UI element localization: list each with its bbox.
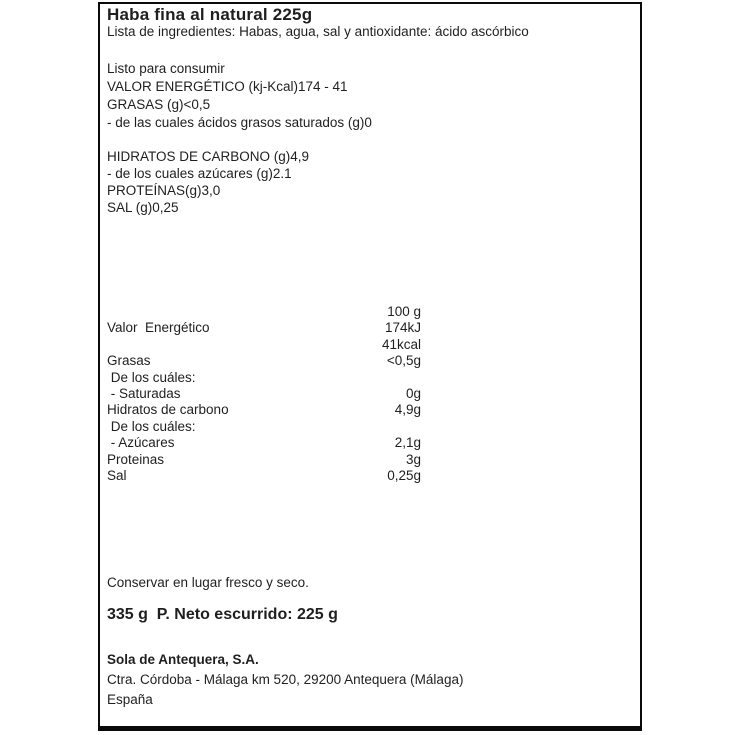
- energy-value-line: VALOR ENERGÉTICO (kj-Kcal)174 - 41: [107, 79, 348, 94]
- manufacturer-name: Sola de Antequera, S.A.: [107, 652, 259, 667]
- nutrition-table: [107, 304, 421, 484]
- table-header-label: [107, 304, 387, 320]
- product-title: Haba fina al natural 225g: [107, 5, 313, 24]
- sugars-line: - de los cuales azúcares (g)2.1: [107, 166, 292, 181]
- carbs-line: HIDRATOS DE CARBONO (g)4,9: [107, 149, 310, 164]
- manufacturer-country: España: [107, 692, 153, 707]
- fat-line: GRASAS (g)<0,5: [107, 97, 211, 112]
- table-row: - Saturadas 0g: [107, 386, 421, 402]
- table-row: De los cuáles:: [107, 369, 196, 385]
- salt-line: SAL (g)0,25: [107, 200, 179, 215]
- storage-instructions: Conservar en lugar fresco y seco.: [107, 575, 309, 590]
- manufacturer-info: [107, 650, 463, 710]
- ready-to-eat-text: Listo para consumir: [107, 61, 225, 76]
- table-row: Proteinas 3g: [107, 451, 421, 467]
- table-row: - Azúcares 2,1g: [107, 435, 421, 451]
- table-row: Hidratos de carbono 4,9g: [107, 402, 421, 418]
- table-row: De los cuáles:: [107, 418, 196, 434]
- table-row: Sal 0,25g: [107, 468, 421, 484]
- table-header-row: [107, 304, 421, 320]
- manufacturer-address: Ctra. Córdoba - Málaga km 520, 29200 Antequera (Málaga): [107, 672, 464, 687]
- table-row: Valor Energético 174kJ: [107, 320, 421, 336]
- table-row: Grasas <0,5g: [107, 353, 421, 369]
- protein-line: PROTEÍNAS(g)3,0: [107, 183, 221, 198]
- ingredients-list: Lista de ingredientes: Habas, agua, sal y antioxidante: ácido ascórbico: [107, 24, 529, 39]
- net-weight-line: 335 g P. Neto escurrido: 225 g: [107, 606, 338, 623]
- nutrition-summary-block-1: [107, 60, 372, 132]
- table-row: 41kcal: [381, 336, 421, 352]
- table-header-per-100g: 100 g: [387, 304, 421, 319]
- saturated-fat-line: - de las cuales ácidos grasos saturados (g)0: [107, 115, 372, 130]
- nutrition-summary-block-2: [107, 148, 309, 216]
- product-label: [98, 2, 642, 731]
